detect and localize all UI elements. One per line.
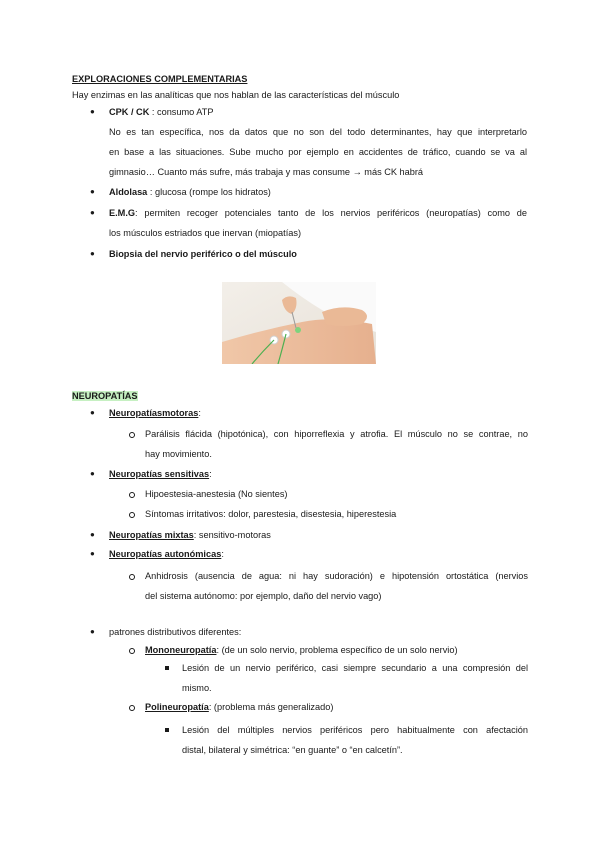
autonomicas-colon: :: [221, 549, 224, 559]
emg-line-2: los músculos estriados que inervan (miopatías): [109, 228, 302, 238]
ring-bullet-icon: [129, 705, 135, 711]
emg-procedure-photo: [222, 282, 376, 364]
cpk-line-1-text: No es tan específica, nos da datos que no son del todo determinantes, hay que interpretarlo: [109, 127, 527, 137]
bullet-icon: ●: [90, 408, 95, 417]
bullet-icon: ●: [90, 469, 95, 478]
emg-item: [109, 208, 527, 218]
cpk-line-1: [109, 127, 527, 137]
biopsia-item: Biopsia del nervio periférico o del músculo: [109, 249, 297, 259]
autonomicas-term: Neuropatías autonómicas: [109, 549, 222, 559]
motoras-term: Neuropatíasmotoras: [109, 408, 199, 418]
poli-rest: : (problema más generalizado): [208, 702, 334, 712]
sensitivas-sub-1: Hipoestesia-anestesia (No sientes): [145, 489, 288, 499]
cpk-line-2-text: en base a las situaciones. Sube mucho por ejemplo en accidentes de tráfico, cuando se va al: [109, 147, 527, 157]
autonomicas-sub-1b: del sistema autónomo: por ejemplo, daño del nervio vago): [145, 591, 382, 601]
ring-bullet-icon: [129, 574, 135, 580]
poli-sub-1-text: Lesión del múltiples nervios periféricos pero habitualmente con afectación: [182, 725, 528, 735]
ring-bullet-icon: [129, 512, 135, 518]
mono-sub-1-text: Lesión de un nervio periférico, casi siempre secundario a una compresión del: [182, 663, 528, 673]
mixtas-item: [109, 530, 271, 540]
poli-sub-1b: distal, bilateral y simétrica: “en guante” o “en calcetín”.: [182, 745, 403, 755]
emg-rest: : permiten recoger potenciales tanto de los nervios periféricos (neuropatías) como de: [135, 208, 527, 218]
emg-photo-icon: [222, 282, 376, 364]
aldolasa-term: Aldolasa: [109, 187, 148, 197]
sensitivas-item: [109, 469, 212, 479]
mono-term: Mononeuropatía: [145, 645, 217, 655]
ring-bullet-icon: [129, 648, 135, 654]
cpk-line-2: [109, 147, 527, 157]
autonomicas-sub-1: [145, 571, 528, 581]
mixtas-term: Neuropatías mixtas: [109, 530, 194, 540]
cpk-item: [109, 107, 214, 117]
section-title-neuropatias: [72, 391, 138, 401]
poli-term: Polineuropatía: [145, 702, 209, 712]
bullet-icon: ●: [90, 627, 95, 636]
bullet-icon: ●: [90, 530, 95, 539]
mono-item: [145, 645, 458, 655]
motoras-item: [109, 408, 201, 418]
section-title-exploraciones: EXPLORACIONES COMPLEMENTARIAS: [72, 74, 248, 84]
poli-sub-1: [182, 725, 528, 735]
motoras-sub-1-text: Parálisis flácida (hipotónica), con hiporreflexia y atrofia. El músculo no se contrae, no: [145, 429, 528, 439]
autonomicas-item: [109, 549, 224, 559]
cpk-line-3: gimnasio… Cuanto más sufre, más trabaja y mas consume → más CK habrá: [109, 167, 424, 177]
ring-bullet-icon: [129, 432, 135, 438]
motoras-colon: :: [198, 408, 201, 418]
patrones-item: patrones distributivos diferentes:: [109, 627, 242, 637]
cpk-rest: : consumo ATP: [149, 107, 214, 117]
cpk-term: CPK / CK: [109, 107, 150, 117]
bullet-icon: ●: [90, 187, 95, 196]
square-bullet-icon: [165, 666, 169, 670]
mixtas-rest: : sensitivo-motoras: [193, 530, 271, 540]
bullet-icon: ●: [90, 249, 95, 258]
motoras-sub-1: [145, 429, 528, 439]
aldolasa-item: [109, 187, 271, 197]
poli-item: [145, 702, 333, 712]
ring-bullet-icon: [129, 492, 135, 498]
mono-sub-1b: mismo.: [182, 683, 212, 693]
motoras-sub-1b: hay movimiento.: [145, 449, 212, 459]
bullet-icon: ●: [90, 107, 95, 116]
sensitivas-sub-2: Síntomas irritativos: dolor, parestesia, disestesia, hiperestesia: [145, 509, 397, 519]
sensitivas-colon: :: [209, 469, 212, 479]
aldolasa-rest: : glucosa (rompe los hidratos): [147, 187, 271, 197]
mono-sub-1: [182, 663, 528, 673]
mono-rest: : (de un solo nervio, problema específico de un solo nervio): [216, 645, 458, 655]
intro-text: Hay enzimas en las analíticas que nos hablan de las características del músculo: [72, 90, 400, 100]
bullet-icon: ●: [90, 549, 95, 558]
neuropatias-title: NEUROPATÍAS: [72, 391, 138, 401]
bullet-icon: ●: [90, 208, 95, 217]
sensitivas-term: Neuropatías sensitivas: [109, 469, 210, 479]
square-bullet-icon: [165, 728, 169, 732]
autonomicas-sub-1-text: Anhidrosis (ausencia de agua: ni hay sudoración) e hipotensión ortostática (nervios: [145, 571, 528, 581]
emg-term: E.M.G: [109, 208, 136, 218]
